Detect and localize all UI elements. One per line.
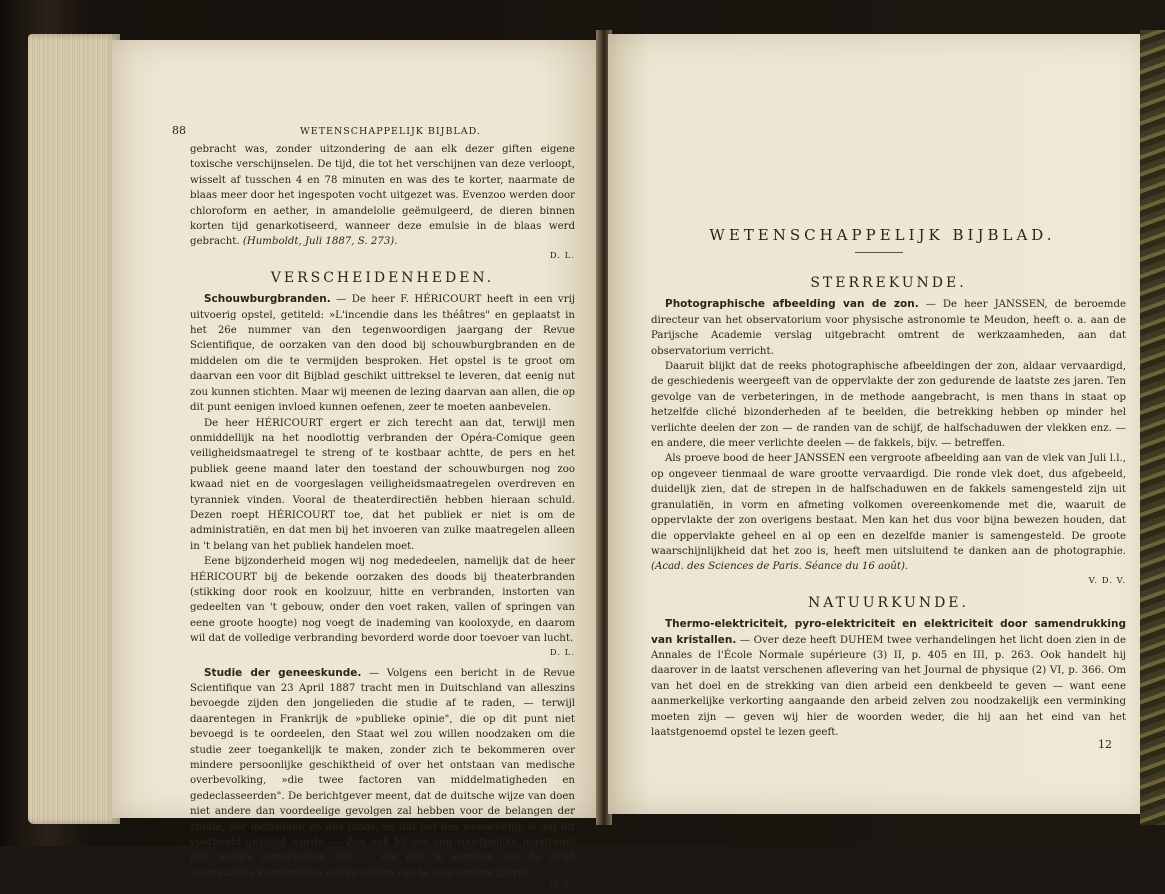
article-zon-p2: Daaruit blijkt dat de reeks photographische afbeeldingen der zon, aldaar vervaardigd, de geschiedenis weergeeft van de oppervlakte der zon gedurende de laatste zes jaren. Ten gevolge van de verbeteringen, in de methode aangebracht, is men thans in staat op hetzelfde cliché bizonderheden af te beelden, die betrekking hebben op minder hel verlichte deelen der zon — de randen van de schijf, de halfschaduwen der vlekken enz. — en andere, die meer verlichte deelen — de fakkels, bijv. — betreffen. [651,361,1126,450]
article-lead: Schouwburgbranden. [204,293,331,306]
article-thermo-p1: Thermo-elektriciteit, pyro-elektriciteit en elektriciteit door samendrukking van kristallen. — Over deze heeft DUHEM twee verhandelingen het licht doen zien in de Annales de l'École Normale supérieure (3) II, p. 405 en III, p. 263. Ook handelt hij daarover in de laatst verschenen aflevering van het Journal de physique (2) VI, p. 366. Om van het doel en de strekking van dien arbeid een denkbeeld te geven — want eene aanmerkelijke verkorting aangaande den arbeid zelven zou noodzakelijk een verminking moeten zijn — geven wij hier de woorden weder, die hij aan het eind van het laatstgenoemd opstel te lezen geeft. [651,618,1126,738]
article-zon-p3: Als proeve bood de heer JANSSEN een vergroote afbeelding aan van de vlek van Juli l.l., op ongeveer tienmaal de ware grootte vervaardigd. Die ronde vlek doet, dus afgebeeld, duidelijk zien, dat de strepen in de halfschaduwen en de fakkels samengesteld zijn uit granulatiën, in vorm en afmeting volkomen overeenkomende met die, waaruit de oppervlakte der zon overigens bestaat. Men kan het dus voor bijna bewezen houden, dat die oppervlakte geheel en al op een en dezelfde manier is samengesteld. De groote waarschijnlijkheid dat het zoo is, heeft men uitsluitend te danken aan de photographie. (Acad. des Sciences de Paris. Séance du 16 août). [651,453,1126,573]
intro-signature: D. L. [549,250,575,261]
section-title-verscheidenheden: VERSCHEIDENHEDEN. [270,269,495,286]
article-signature: V. D. V. [1088,575,1126,586]
article-studie-p1: Studie der geneeskunde. — Volgens een bericht in de Revue Scientifique van 23 April 1887 tracht men in Duitschland van alleszins bevoegde zijden den jongelieden die studie af te raden, — terwijl daarentegen in Frankrijk de »publieke opinie", die op dit punt niet bevoegd is te oordeelen, den Staat wel zou willen noodzaken om die studie zeer toegankelijk te maken, zonder zich te bekommeren over mindere persoonlijke geschiktheid of over het ontstaan van medische overbevolking, »die twee factoren van middelmatigheden en gedeclasseerden". De berichtgever meent, dat de duitsche wijze van doen niet andere dan voordeelige gevolgen zal hebben voor de belangen der studie, der individuen en des lands, en dat het des wenschelijk is dat dit voorbeeld gevolgd worde. — Zou ook bij ons een soortgelijke maatregel niet weldra aangewezen zijn, — om niet te spreken van de altijd voortgaande kunstmatige aankweeking van te veel onderwijzers? [190,666,575,879]
right-page-number: 12 [1098,738,1112,751]
left-page-number: 88 [172,124,186,137]
right-column [651,268,1126,740]
article-signature: D. L. [549,882,575,893]
title-rule [855,252,903,253]
intro-paragraph: gebracht was, zonder uitzondering de aan elk dezer giften eigene toxische verschijnselen. De tijd, die tot het verschijnen van deze verloopt, wisselt af tusschen 4 en 78 minuten en was des te korter, naarmate de blaas meer door het ingespoten vocht uitgezet was. Evenzoo werden door chloroform en aether, in amandelolie geëmulgeerd, de dieren binnen korten tijd genarkotiseerd, wanneer deze emulsie in de blaas werd gebracht. (Humboldt, Juli 1887, S. 273). [190,144,575,248]
article-lead: Photographische afbeelding van de zon. [665,298,919,311]
journal-title: WETENSCHAPPELIJK BIJBLAD. [709,226,1056,244]
section-title-natuurkunde: NATUURKUNDE. [808,594,969,611]
left-column [190,142,575,894]
article-schouwburgbranden-p2: De heer HÉRICOURT ergert er zich terecht aan dat, terwijl men onmiddellijk na het noodlottig verbranden der Opéra-Comique geen veiligheidsmaatregel te streng of te kostbaar achtte, de pers en het publiek geene maand later den toestand der schouwburgen nog zoo kwaad niet en de voorgeslagen veiligheidsmaatregelen overdreven en tyranniek vinden. Vooral de theaterdirectiën hebben hieraan schuld. Dezen roept HÉRICOURT toe, dat het publiek er niet is om de administratiën, en dat men bij het invoeren van zulke maatregelen alleen in 't belang van het publiek handelen moet. [190,417,575,552]
intro-source: (Humboldt, Juli 1887, S. 273). [242,236,398,248]
article-zon-p1: Photographische afbeelding van de zon. — De heer JANSSEN, de beroemde directeur van het observatorium voor physische astronomie te Meudon, heeft o. a. aan de Parijsche Academie verslag uitgebracht omtrent de werkzaamheden, aan dat observatorium verricht. [651,298,1126,357]
article-schouwburgbranden-p3: Eene bijzonderheid mogen wij nog mededeelen, namelijk dat de heer HÉRICOURT bij de bekende oorzaken des doods bij theaterbranden (stikking door rook en koolzuur, hitte en verbranden, instorten van gedeelten van 't gebouw, onder den voet raken, vallen of springen van eene groote hoogte) nog voegt de inademing van kooloxyde, en daarom wil dat de volledige verbranding bevorderd worde door toevoer van lucht. [190,556,575,645]
left-running-head: WETENSCHAPPELIJK BIJBLAD. [300,126,481,137]
article-signature: D. L. [549,647,575,658]
article-lead: Studie der geneeskunde. [204,666,362,679]
article-lead: Thermo-elektriciteit, pyro-elektriciteit en elektriciteit door samendrukking van kristallen. [651,618,1126,646]
article-schouwburgbranden-p1: Schouwburgbranden. — De heer F. HÉRICOURT heeft in een vrij uitvoerig opstel, getiteld: »L'incendie dans les théâtres" en geplaatst in het 26e nummer van den tegenwoordigen jaargang der Revue Scientifique, de oorzaken van den dood bij schouwburgbranden en de middelen om die te vermijden besproken. Het opstel is te groot om daarvan een voor dit Bijblad geschikt uittreksel te leveren, dat eenig nut zou kunnen stichten. Maar wij meenen de lezing daarvan aan allen, die op dit punt eenigen invloed kunnen oefenen, zeer te moeten aanbevelen. [190,293,575,414]
article-source: (Acad. des Sciences de Paris. Séance du 16 août). [651,561,909,573]
marbled-cover [1140,30,1165,825]
section-title-sterrekunde: STERREKUNDE. [810,275,967,291]
page-edges [28,34,120,824]
